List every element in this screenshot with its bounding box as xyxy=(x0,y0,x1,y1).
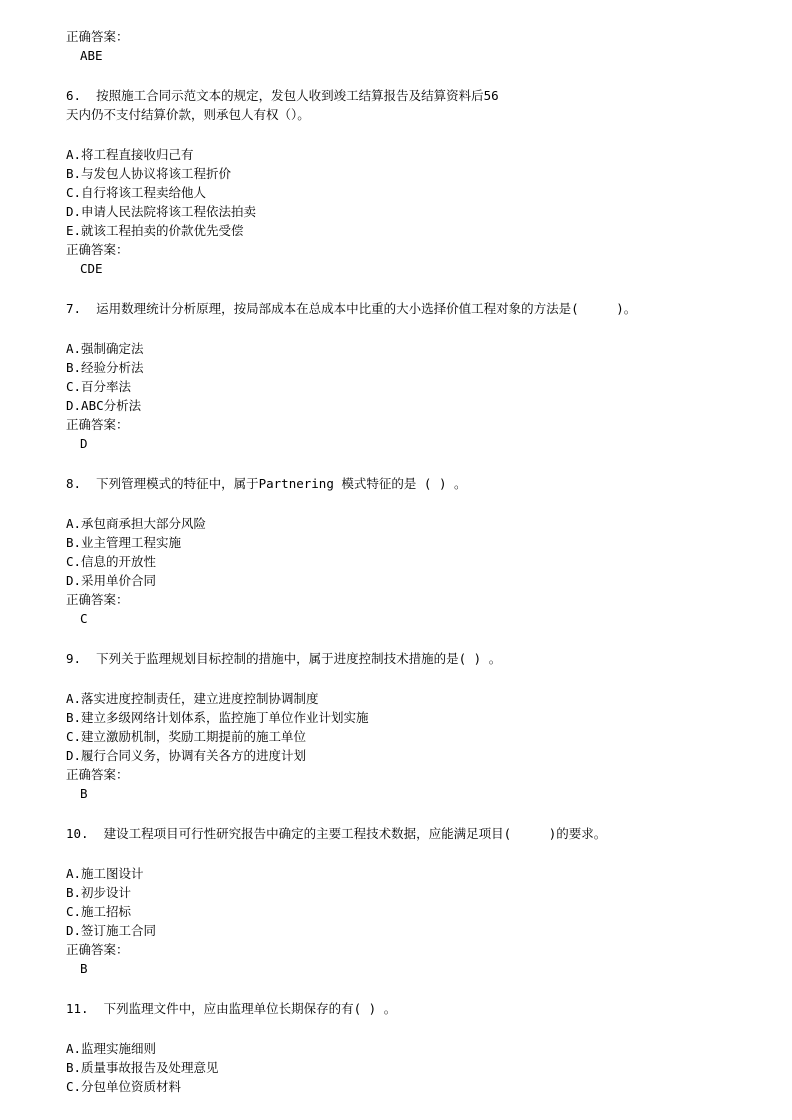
option: E.就该工程拍卖的价款优先受偿 xyxy=(66,223,244,238)
option: D.采用单价合同 xyxy=(66,573,157,588)
option: A.施工图设计 xyxy=(66,866,144,881)
question-text: 10. 建设工程项目可行性研究报告中确定的主要工程技术数据，应能满足项目( )的要求。 xyxy=(66,826,607,841)
option: A.将工程直接收归己有 xyxy=(66,147,194,162)
question-block xyxy=(66,978,746,1096)
answer-label: 正确答案： xyxy=(66,417,129,432)
spacer xyxy=(66,124,746,145)
question-block xyxy=(66,628,746,803)
question-text: 7. 运用数理统计分析原理，按局部成本在总成本中比重的大小选择价值工程对象的方法是( )。 xyxy=(66,301,637,316)
document-page xyxy=(66,27,746,1096)
answer-value: D xyxy=(80,436,88,451)
question-block xyxy=(66,278,746,453)
option: A.强制确定法 xyxy=(66,341,144,356)
answer-value: ABE xyxy=(80,48,103,63)
answer-label: 正确答案： xyxy=(66,29,129,44)
answer-label: 正确答案： xyxy=(66,942,129,957)
option: D.申请人民法院将该工程依法拍卖 xyxy=(66,204,257,219)
spacer xyxy=(66,318,746,339)
option: A.监理实施细则 xyxy=(66,1041,157,1056)
question-block xyxy=(66,65,746,278)
option: A.落实进度控制责任，建立进度控制协调制度 xyxy=(66,691,319,706)
spacer xyxy=(66,628,746,649)
question-text: 天内仍不支付结算价款，则承包人有权（）。 xyxy=(66,107,310,122)
option: D.履行合同义务，协调有关各方的进度计划 xyxy=(66,748,307,763)
spacer xyxy=(66,453,746,474)
spacer xyxy=(66,493,746,514)
option: B.与发包人协议将该工程折价 xyxy=(66,166,232,181)
question-block xyxy=(66,453,746,628)
spacer xyxy=(66,843,746,864)
answer-value: B xyxy=(80,961,88,976)
option: B.初步设计 xyxy=(66,885,132,900)
option: B.建立多级网络计划体系，监控施丁单位作业计划实施 xyxy=(66,710,369,725)
spacer xyxy=(66,65,746,86)
question-text: 9. 下列关于监理规划目标控制的措施中，属于进度控制技术措施的是( ) 。 xyxy=(66,651,502,666)
option: C.自行将该工程卖给他人 xyxy=(66,185,207,200)
spacer xyxy=(66,1018,746,1039)
answer-label: 正确答案： xyxy=(66,242,129,257)
option: B.质量事故报告及处理意见 xyxy=(66,1060,219,1075)
option: B.业主管理工程实施 xyxy=(66,535,182,550)
option: C.建立激励机制，奖励工期提前的施工单位 xyxy=(66,729,307,744)
option: C.信息的开放性 xyxy=(66,554,157,569)
spacer xyxy=(66,803,746,824)
option: D.ABC分析法 xyxy=(66,398,142,413)
answer-value: CDE xyxy=(80,261,103,276)
answer-label: 正确答案： xyxy=(66,592,129,607)
spacer xyxy=(66,978,746,999)
spacer xyxy=(66,278,746,299)
option: A.承包商承担大部分风险 xyxy=(66,516,207,531)
option: C.施工招标 xyxy=(66,904,132,919)
question-block xyxy=(66,803,746,978)
question-text: 8. 下列管理模式的特征中，属于Partnering 模式特征的是 ( ) 。 xyxy=(66,476,467,491)
answer-label: 正确答案： xyxy=(66,767,129,782)
spacer xyxy=(66,668,746,689)
option: D.签订施工合同 xyxy=(66,923,157,938)
question-text: 11. 下列监理文件中，应由监理单位长期保存的有( ) 。 xyxy=(66,1001,397,1016)
option: C.百分率法 xyxy=(66,379,132,394)
option: B.经验分析法 xyxy=(66,360,144,375)
answer-value: C xyxy=(80,611,88,626)
option: C.分包单位资质材料 xyxy=(66,1079,182,1094)
answer-value: B xyxy=(80,786,88,801)
question-text: 6. 按照施工合同示范文本的规定，发包人收到竣工结算报告及结算资料后56 xyxy=(66,88,499,103)
